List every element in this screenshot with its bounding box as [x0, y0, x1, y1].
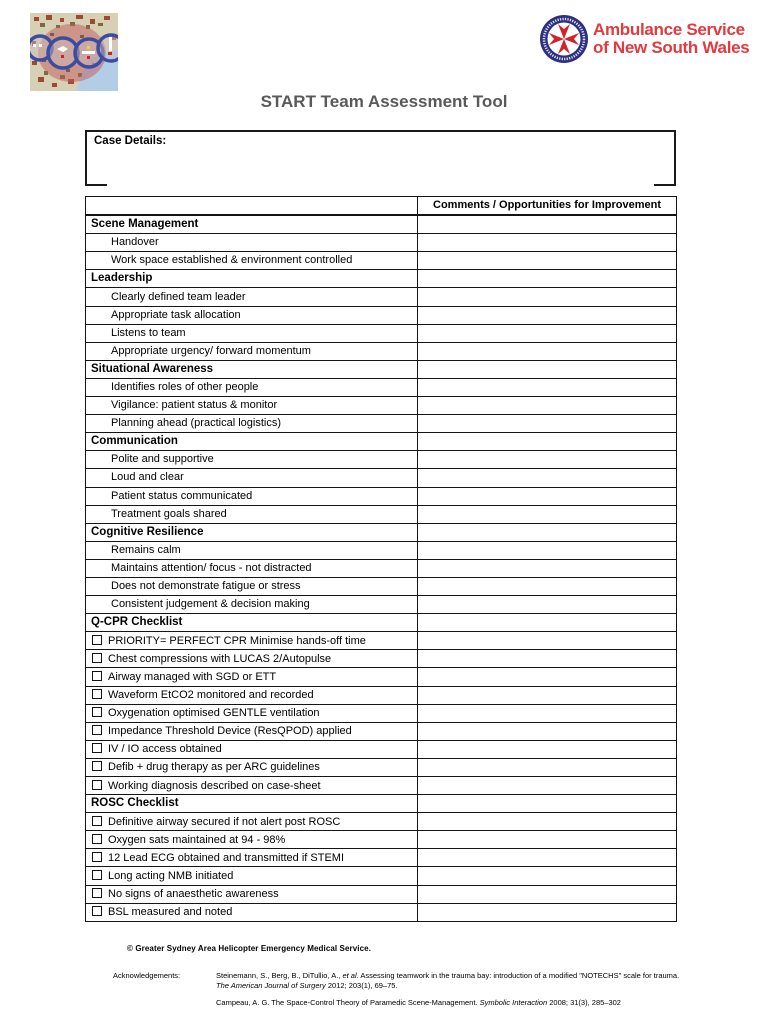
criterion-cell — [86, 758, 418, 776]
row-label: Loud and clear — [111, 471, 184, 484]
table-row — [86, 903, 677, 921]
criterion-cell — [86, 397, 418, 415]
table-row — [86, 577, 677, 595]
row-label: Long acting NMB initiated — [108, 870, 234, 883]
criterion-cell — [86, 632, 418, 650]
row-label: IV / IO access obtained — [108, 743, 222, 756]
reference-journal: et al. — [342, 971, 359, 980]
comment-cell — [418, 469, 677, 487]
row-label: Definitive airway secured if not alert post ROSC — [108, 815, 341, 828]
table-row — [86, 559, 677, 577]
table-row — [86, 415, 677, 433]
comment-cell — [418, 777, 677, 795]
checkbox-icon — [92, 653, 102, 663]
row-label: Communication — [91, 435, 178, 448]
criterion-cell — [86, 288, 418, 306]
comment-cell — [418, 397, 677, 415]
row-label: Impedance Threshold Device (ResQPOD) applied — [108, 725, 352, 738]
row-label: Waveform EtCO2 monitored and recorded — [108, 689, 314, 702]
comment-cell — [418, 686, 677, 704]
row-label: Leadership — [91, 272, 153, 285]
row-label: Consistent judgement & decision making — [111, 598, 310, 611]
criterion-cell — [86, 686, 418, 704]
helicopter-service-logo — [30, 13, 118, 91]
row-label: Does not demonstrate fatigue or stress — [111, 580, 301, 593]
criterion-cell — [86, 252, 418, 270]
criterion-cell — [86, 740, 418, 758]
row-label: Oxygen sats maintained at 94 - 98% — [108, 833, 286, 846]
comment-cell — [418, 451, 677, 469]
row-label: Polite and supportive — [111, 453, 214, 466]
table-row — [86, 596, 677, 614]
section-label-cell — [86, 215, 418, 234]
row-label: Appropriate urgency/ forward momentum — [111, 344, 311, 357]
comment-cell — [418, 433, 677, 451]
comment-cell — [418, 740, 677, 758]
table-row — [86, 668, 677, 686]
table-row — [86, 650, 677, 668]
reference-text: 2012; 203(1), 69–75. — [325, 980, 398, 990]
criterion-cell — [86, 668, 418, 686]
table-row — [86, 397, 677, 415]
comment-cell — [418, 704, 677, 722]
criterion-cell — [86, 722, 418, 740]
comment-cell — [418, 306, 677, 324]
table-row — [86, 867, 677, 885]
section-label-cell — [86, 795, 418, 813]
reference — [216, 971, 686, 990]
comment-cell — [418, 378, 677, 396]
row-label: Work space established & environment controlled — [111, 254, 353, 267]
comment-cell — [418, 885, 677, 903]
checkbox-icon — [92, 852, 102, 862]
header-empty-cell — [86, 197, 418, 216]
criterion-cell — [86, 234, 418, 252]
table-row — [86, 541, 677, 559]
table-row — [86, 288, 677, 306]
section-label-cell — [86, 270, 418, 288]
comment-cell — [418, 523, 677, 541]
criterion-cell — [86, 451, 418, 469]
table-row — [86, 234, 677, 252]
row-label: Situational Awareness — [91, 362, 214, 375]
checkbox-icon — [92, 725, 102, 735]
comment-cell — [418, 505, 677, 523]
acknowledgements-label: Acknowledgements: — [113, 971, 181, 980]
comments-header: Comments / Opportunities for Improvement — [418, 197, 677, 216]
page-title: START Team Assessment Tool — [260, 92, 508, 111]
criterion-cell — [86, 885, 418, 903]
ambulance-nsw-badge — [539, 14, 589, 64]
row-label: Appropriate task allocation — [111, 308, 241, 321]
assessment-table — [85, 196, 677, 922]
row-label: Defib + drug therapy as per ARC guidelines — [108, 761, 320, 774]
row-label: ROSC Checklist — [91, 797, 179, 810]
criterion-cell — [86, 378, 418, 396]
case-details-label: Case Details: — [94, 135, 167, 147]
comment-cell — [418, 415, 677, 433]
org-name-line2: of New South Wales — [593, 38, 750, 57]
criterion-cell — [86, 650, 418, 668]
comment-cell — [418, 813, 677, 831]
row-label: Oxygenation optimised GENTLE ventilation — [108, 707, 320, 720]
comment-cell — [418, 288, 677, 306]
row-label: Patient status communicated — [111, 489, 253, 502]
table-row — [86, 813, 677, 831]
table-row — [86, 487, 677, 505]
comment-cell — [418, 342, 677, 360]
comment-cell — [418, 234, 677, 252]
comment-cell — [418, 270, 677, 288]
table-row — [86, 360, 677, 378]
comment-cell — [418, 487, 677, 505]
checkbox-icon — [92, 635, 102, 645]
row-label: Vigilance: patient status & monitor — [111, 399, 278, 412]
section-label-cell — [86, 523, 418, 541]
criterion-cell — [86, 596, 418, 614]
row-label: Q-CPR Checklist — [91, 616, 183, 629]
criterion-cell — [86, 867, 418, 885]
criterion-cell — [86, 469, 418, 487]
row-label: PRIORITY= PERFECT CPR Minimise hands-off time — [108, 634, 366, 647]
criterion-cell — [86, 813, 418, 831]
section-label-cell — [86, 433, 418, 451]
criterion-cell — [86, 487, 418, 505]
table-row — [86, 777, 677, 795]
criterion-cell — [86, 415, 418, 433]
org-name-line1: Ambulance Service — [593, 20, 745, 39]
criterion-cell — [86, 505, 418, 523]
row-label: Chest compressions with LUCAS 2/Autopulse — [108, 652, 332, 665]
comment-cell — [418, 577, 677, 595]
table-row — [86, 252, 677, 270]
checkbox-icon — [92, 761, 102, 771]
checkbox-icon — [92, 780, 102, 790]
section-label-cell — [86, 614, 418, 632]
criterion-cell — [86, 577, 418, 595]
criterion-cell — [86, 831, 418, 849]
case-details-box — [85, 130, 676, 184]
criterion-cell — [86, 342, 418, 360]
table-row — [86, 306, 677, 324]
criterion-cell — [86, 777, 418, 795]
comment-cell — [418, 831, 677, 849]
table-row — [86, 885, 677, 903]
table-row — [86, 758, 677, 776]
reference-text: Assessing teamwork in the trauma bay: introduction of a modified "NOTECHS" scale for trauma. — [358, 971, 680, 980]
comment-cell — [418, 252, 677, 270]
row-label: Cognitive Resilience — [91, 525, 204, 538]
table-row — [86, 451, 677, 469]
copyright-line: © Greater Sydney Area Helicopter Emergency Medical Service. — [127, 944, 372, 953]
comment-cell — [418, 596, 677, 614]
table-row — [86, 270, 677, 288]
row-label: Listens to team — [111, 326, 186, 339]
aerial-map-circles-icon — [30, 13, 118, 91]
table-row — [86, 831, 677, 849]
table-row — [86, 704, 677, 722]
table-row — [86, 614, 677, 632]
comment-cell — [418, 632, 677, 650]
reference-text: Campeau, A. G. The Space-Control Theory of Paramedic Scene-Management. — [216, 998, 480, 1007]
reference — [216, 998, 686, 1008]
row-label: Clearly defined team leader — [111, 290, 246, 303]
comment-cell — [418, 722, 677, 740]
criterion-cell — [86, 324, 418, 342]
table-row — [86, 215, 677, 234]
checkbox-icon — [92, 870, 102, 880]
comment-cell — [418, 758, 677, 776]
section-label-cell — [86, 360, 418, 378]
table-row — [86, 324, 677, 342]
row-label: Maintains attention/ focus - not distracted — [111, 561, 312, 574]
table-row — [86, 433, 677, 451]
comment-cell — [418, 650, 677, 668]
row-label: Scene Management — [91, 218, 199, 231]
checkbox-icon — [92, 906, 102, 916]
table-row — [86, 632, 677, 650]
row-label: Airway managed with SGD or ETT — [108, 670, 277, 683]
checkbox-icon — [92, 671, 102, 681]
row-label: Remains calm — [111, 543, 181, 556]
reference-journal: Symbolic Interaction — [479, 998, 548, 1007]
checkbox-icon — [92, 707, 102, 717]
table-row — [86, 523, 677, 541]
table-header-row — [86, 197, 677, 216]
table-row — [86, 722, 677, 740]
comment-cell — [418, 559, 677, 577]
row-label: Planning ahead (practical logistics) — [111, 417, 281, 430]
table-row — [86, 849, 677, 867]
comment-cell — [418, 360, 677, 378]
comment-cell — [418, 614, 677, 632]
row-label: No signs of anaesthetic awareness — [108, 888, 279, 901]
criterion-cell — [86, 541, 418, 559]
reference-journal: The American Journal of Surgery — [216, 980, 326, 990]
checkbox-icon — [92, 689, 102, 699]
reference-text: 2008; 31(3), 285–302 — [547, 998, 621, 1007]
comment-cell — [418, 215, 677, 234]
table-row — [86, 686, 677, 704]
maltese-cross-badge-icon — [539, 14, 589, 64]
table-row — [86, 469, 677, 487]
checkbox-icon — [92, 888, 102, 898]
criterion-cell — [86, 559, 418, 577]
comment-cell — [418, 867, 677, 885]
row-label: BSL measured and noted — [108, 906, 233, 919]
criterion-cell — [86, 849, 418, 867]
checkbox-icon — [92, 816, 102, 826]
reference-text: Steinemann, S., Berg, B., DiTullio, A., — [216, 971, 343, 980]
org-name — [593, 21, 749, 57]
comment-cell — [418, 324, 677, 342]
comment-cell — [418, 795, 677, 813]
checkbox-icon — [92, 743, 102, 753]
row-label: 12 Lead ECG obtained and transmitted if STEMI — [108, 851, 345, 864]
table-row — [86, 740, 677, 758]
row-label: Working diagnosis described on case-sheet — [108, 779, 321, 792]
criterion-cell — [86, 306, 418, 324]
criterion-cell — [86, 903, 418, 921]
criterion-cell — [86, 704, 418, 722]
table-row — [86, 505, 677, 523]
row-label: Identifies roles of other people — [111, 380, 259, 393]
table-row — [86, 342, 677, 360]
checkbox-icon — [92, 834, 102, 844]
comment-cell — [418, 849, 677, 867]
comment-cell — [418, 668, 677, 686]
row-label: Treatment goals shared — [111, 507, 227, 520]
comment-cell — [418, 541, 677, 559]
row-label: Handover — [111, 236, 159, 249]
comment-cell — [418, 903, 677, 921]
table-row — [86, 795, 677, 813]
table-row — [86, 378, 677, 396]
